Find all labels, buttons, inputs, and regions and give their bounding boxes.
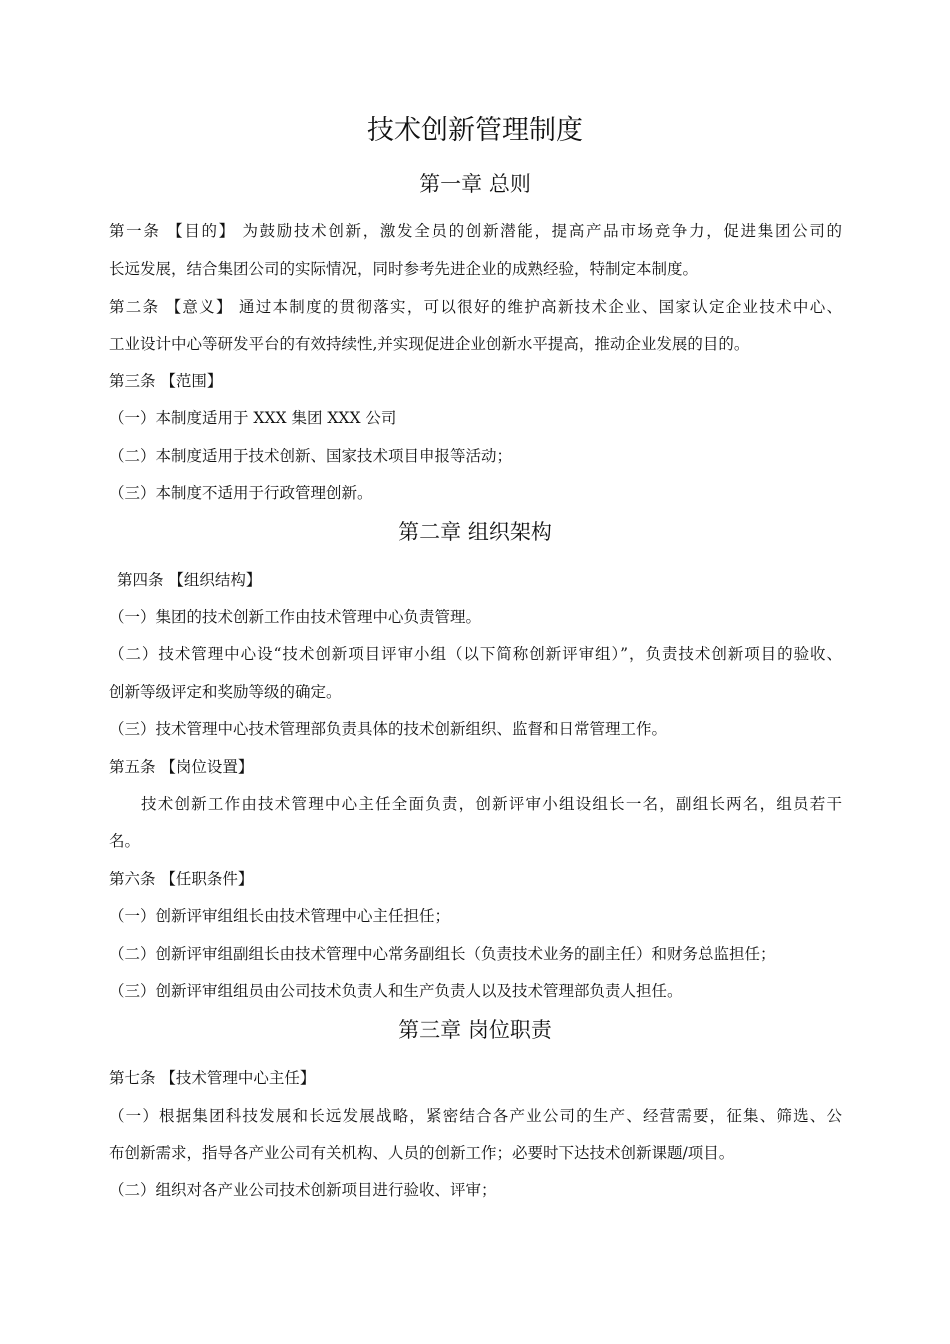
list-item: （三）技术管理中心技术管理部负责具体的技术创新组织、监督和日常管理工作。	[109, 720, 668, 738]
list-item: （二）创新评审组副组长由技术管理中心常务副组长（负责技术业务的副主任）和财务总监担任；	[109, 945, 776, 963]
list-item: （三）本制度不适用于行政管理创新。	[109, 484, 373, 502]
chapter-heading: 第二章 组织架构	[398, 520, 552, 544]
document-title: 技术创新管理制度	[367, 115, 583, 146]
list-item: （二）组织对各产业公司技术创新项目进行验收、评审；	[109, 1181, 497, 1199]
paragraph-line: 名。	[109, 832, 141, 850]
article-heading: 第三条 【范围】	[109, 372, 223, 390]
chapter-heading: 第一章 总则	[419, 172, 531, 196]
chapter-heading: 第三章 岗位职责	[398, 1018, 552, 1042]
paragraph-line: 创新等级评定和奖励等级的确定。	[109, 683, 342, 701]
paragraph-line: 布创新需求，指导各产业公司有关机构、人员的创新工作；必要时下达技术创新课题/项目。	[109, 1144, 735, 1162]
paragraph-line: 工业设计中心等研发平台的有效持续性,并实现促进企业创新水平提高，推动企业发展的目的。	[109, 335, 750, 353]
list-item: （一）集团的技术创新工作由技术管理中心负责管理。	[109, 608, 482, 626]
article-heading: 第四条 【组织结构】	[117, 571, 262, 589]
paragraph-line: 第一条 【目的】 为鼓励技术创新，激发全员的创新潜能，提高产品市场竞争力，促进集团公司的	[109, 222, 842, 240]
list-item: （二）本制度适用于技术创新、国家技术项目申报等活动；	[109, 447, 513, 465]
paragraph-line: （一）根据集团科技发展和长远发展战略，紧密结合各产业公司的生产、经营需要，征集、筛选、公	[109, 1107, 842, 1125]
article-heading: 第六条 【任职条件】	[109, 870, 254, 888]
paragraph-line: 第二条 【意义】 通过本制度的贯彻落实，可以很好的维护高新技术企业、国家认定企业技术中心、	[109, 298, 842, 316]
list-item: （一）创新评审组组长由技术管理中心主任担任；	[109, 907, 451, 925]
article-heading: 第五条 【岗位设置】	[109, 758, 254, 776]
paragraph-line: 技术创新工作由技术管理中心主任全面负责，创新评审小组设组长一名，副组长两名，组员若干	[141, 795, 842, 813]
paragraph-line: （二）技术管理中心设“技术创新项目评审小组（以下简称创新评审组）”，负责技术创新项目的验收、	[109, 645, 842, 663]
article-heading: 第七条 【技术管理中心主任】	[109, 1069, 316, 1087]
list-item: （一）本制度适用于 XXX 集团 XXX 公司	[109, 409, 397, 427]
paragraph-line: 长远发展，结合集团公司的实际情况，同时参考先进企业的成熟经验，特制定本制度。	[109, 260, 699, 278]
list-item: （三）创新评审组组员由公司技术负责人和生产负责人以及技术管理部负责人担任。	[109, 982, 683, 1000]
